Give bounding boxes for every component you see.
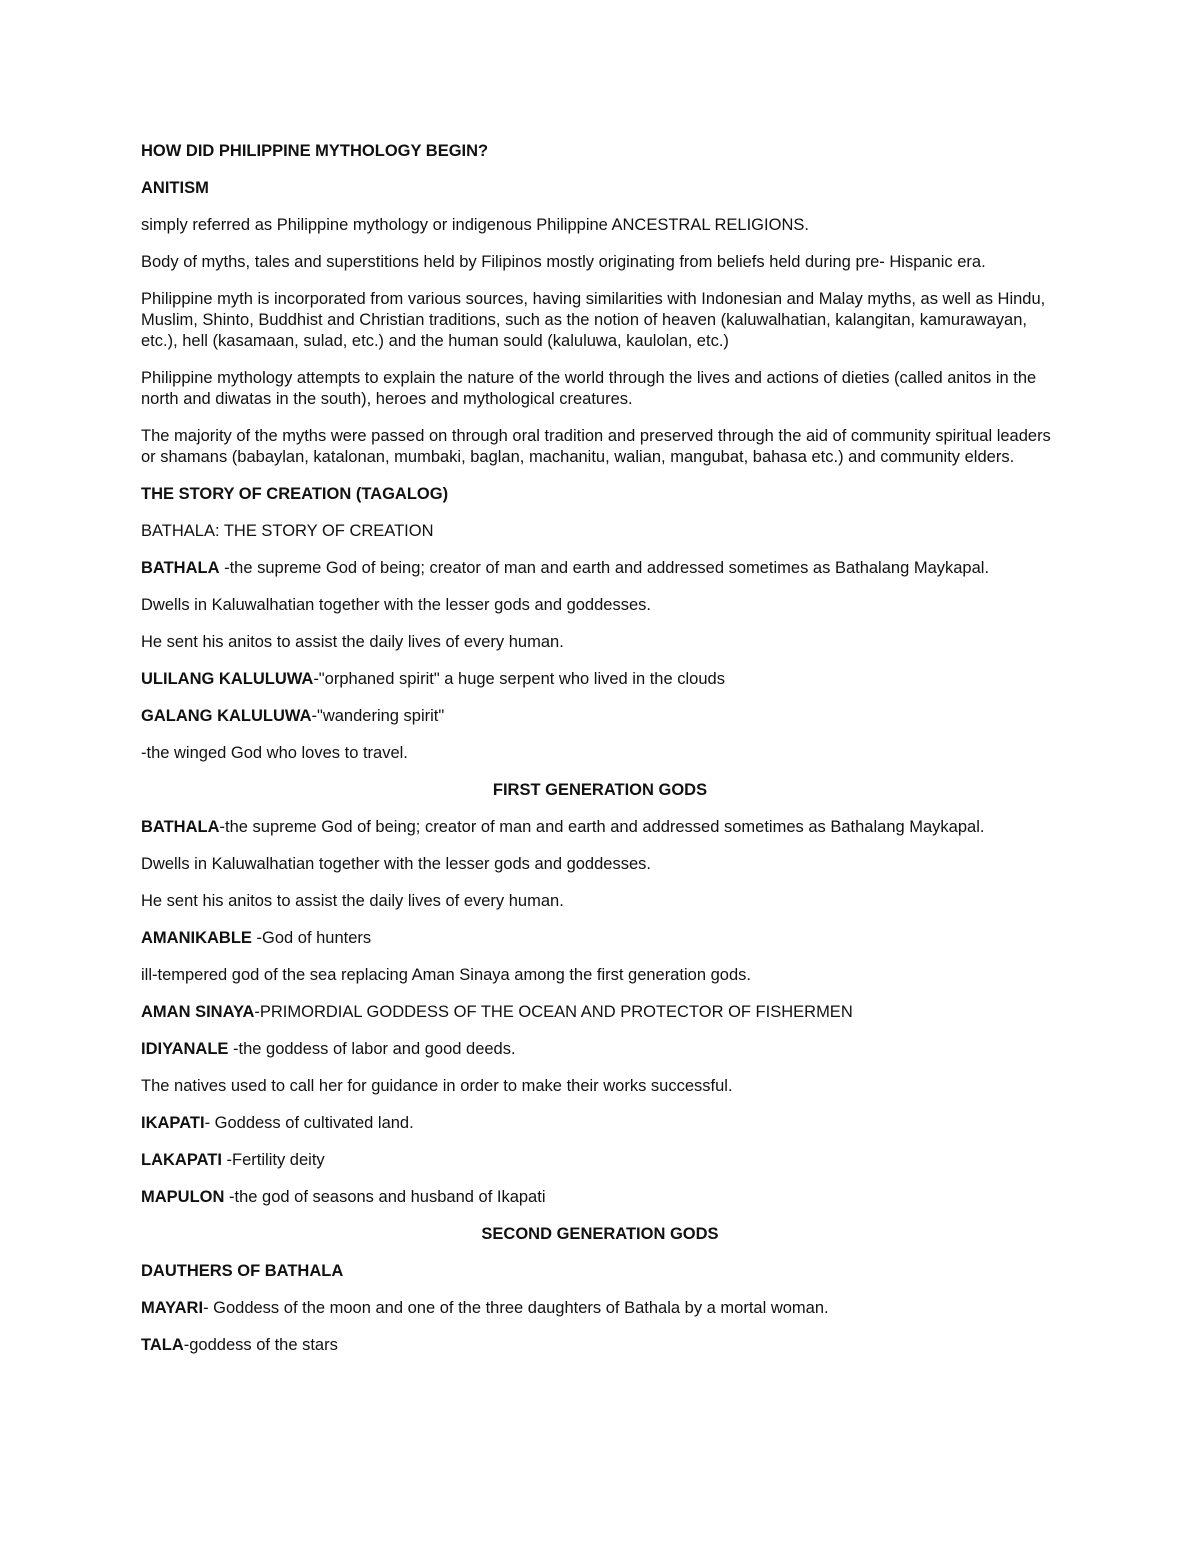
section-heading: HOW DID PHILIPPINE MYTHOLOGY BEGIN? <box>141 142 489 160</box>
term-description: -Fertility deity <box>221 1151 325 1169</box>
term-description: -goddess of the stars <box>183 1336 338 1354</box>
paragraph: Dwells in Kaluwalhatian together with the lesser gods and goddesses. <box>141 855 651 873</box>
paragraph: BATHALA: THE STORY OF CREATION <box>141 522 434 540</box>
document-page <box>141 141 1059 1372</box>
term-definition <box>141 558 1059 579</box>
term-name: TALA <box>141 1336 184 1354</box>
term-description: -the supreme God of being; creator of man and earth and addressed sometimes as Bathalang Maykapal. <box>219 559 990 577</box>
paragraph: He sent his anitos to assist the daily lives of every human. <box>141 892 564 910</box>
term-name: AMANIKABLE <box>141 929 252 947</box>
term-name: BATHALA <box>141 818 220 836</box>
term-name: GALANG KALULUWA <box>141 707 312 725</box>
section-heading: ANITISM <box>141 179 209 197</box>
term-name: MAPULON <box>141 1188 225 1206</box>
centered-section-heading: FIRST GENERATION GODS <box>492 781 708 799</box>
term-description: - Goddess of cultivated land. <box>204 1114 414 1132</box>
term-definition <box>141 1335 1059 1356</box>
centered-section-heading: SECOND GENERATION GODS <box>481 1225 719 1243</box>
term-description: -PRIMORDIAL GODDESS OF THE OCEAN AND PROTECTOR OF FISHERMEN <box>254 1003 853 1021</box>
term-definition <box>141 817 1059 838</box>
term-definition <box>141 1039 1059 1060</box>
term-definition <box>141 706 1059 727</box>
paragraph: He sent his anitos to assist the daily lives of every human. <box>141 633 564 651</box>
term-definition <box>141 1187 1059 1208</box>
paragraph: -the winged God who loves to travel. <box>141 744 408 762</box>
paragraph: Body of myths, tales and superstitions held by Filipinos mostly originating from beliefs held during pre- Hispanic era. <box>141 253 986 271</box>
section-heading: DAUTHERS OF BATHALA <box>141 1262 344 1280</box>
paragraph: Dwells in Kaluwalhatian together with the lesser gods and goddesses. <box>141 596 651 614</box>
term-name: ULILANG KALULUWA <box>141 670 314 688</box>
term-definition <box>141 1298 1059 1319</box>
term-name: BATHALA <box>141 559 220 577</box>
paragraph: ill-tempered god of the sea replacing Aman Sinaya among the first generation gods. <box>141 966 751 984</box>
paragraph: simply referred as Philippine mythology or indigenous Philippine ANCESTRAL RELIGIONS. <box>141 216 809 234</box>
term-name: AMAN SINAYA <box>141 1003 255 1021</box>
term-name: IKAPATI <box>141 1114 205 1132</box>
term-description: -"wandering spirit" <box>311 707 445 725</box>
term-description: -"orphaned spirit" a huge serpent who lived in the clouds <box>313 670 725 688</box>
term-description: - Goddess of the moon and one of the three daughters of Bathala by a mortal woman. <box>203 1299 829 1317</box>
term-name: MAYARI <box>141 1299 204 1317</box>
term-definition <box>141 928 1059 949</box>
paragraph: Philippine mythology attempts to explain the nature of the world through the lives and actions of dieties (called anitos in the north and diwatas in the south), heroes and mythological creatures. <box>141 369 1037 408</box>
term-description: -the supreme God of being; creator of man and earth and addressed sometimes as Bathalang Maykapal. <box>219 818 985 836</box>
term-definition <box>141 1150 1059 1171</box>
term-description: -God of hunters <box>251 929 372 947</box>
paragraph: Philippine myth is incorporated from various sources, having similarities with Indonesian and Malay myths, as well as Hindu, Muslim, Shinto, Buddhist and Christian traditions, such as the notion of heaven (kaluwalhatian, kalangitan, kamurawayan, etc.), hell (kasamaan, sulad, etc.) and the human sould (kaluluwa, kaulolan, etc.) <box>141 290 1046 350</box>
term-definition <box>141 1002 1059 1023</box>
term-name: LAKAPATI <box>141 1151 222 1169</box>
section-heading: THE STORY OF CREATION (TAGALOG) <box>141 485 449 503</box>
paragraph: The majority of the myths were passed on through oral tradition and preserved through the aid of community spiritual leaders or shamans (babaylan, katalonan, mumbaki, baglan, machanitu, walian, mangubat, bahasa etc.) and community elders. <box>141 427 1051 466</box>
term-name: IDIYANALE <box>141 1040 229 1058</box>
paragraph: The natives used to call her for guidance in order to make their works successful. <box>141 1077 733 1095</box>
term-description: -the god of seasons and husband of Ikapati <box>224 1188 546 1206</box>
term-definition <box>141 1113 1059 1134</box>
term-description: -the goddess of labor and good deeds. <box>228 1040 516 1058</box>
term-definition <box>141 669 1059 690</box>
